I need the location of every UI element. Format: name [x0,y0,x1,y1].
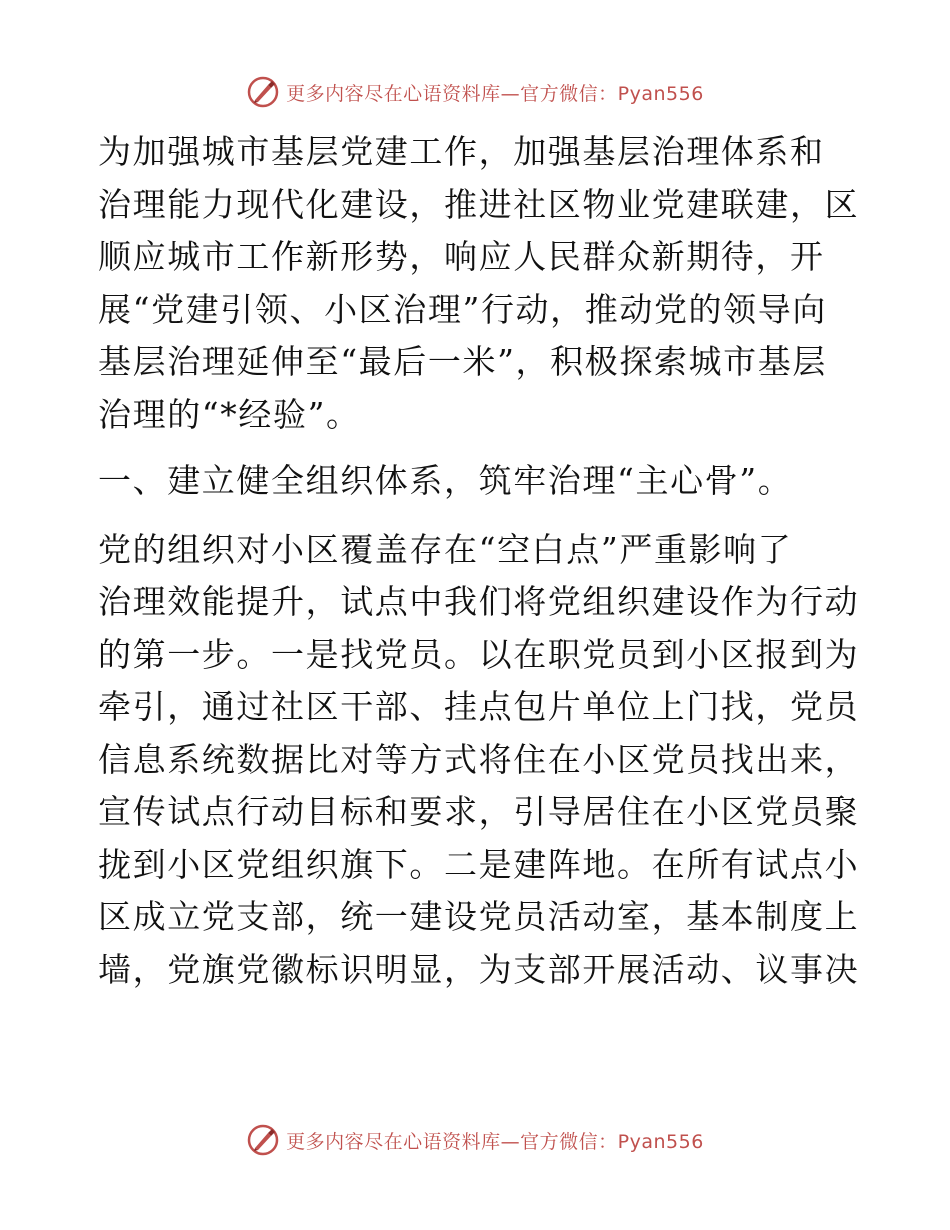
text-line: 基层治理延伸至“最后一米”，积极探索城市基层 [98,342,827,381]
text-line: 墙，党旗党徽标识明显，为支部开展活动、议事决 [98,949,860,989]
text-line: 区成立党支部，统一建设党员活动室，基本制度上 [98,897,860,936]
text-line: 治理的“*经验”。 [98,394,361,434]
footer-watermark [0,1120,950,1160]
section-heading [98,455,858,508]
heading-line: 一、建立健全组织体系，筑牢治理“主心骨”。 [98,461,793,500]
text-line: 治理效能提升，试点中我们将党组织建设作为行动 [98,582,860,621]
text-line: 党的组织对小区覆盖存在“空白点”严重影响了 [98,529,793,569]
text-line: 的第一步。一是找党员。以在职党员到小区报到为 [98,634,860,674]
text-line: 宣传试点行动目标和要求，引导居住在小区党员聚 [98,792,860,831]
text-line: 信息系统数据比对等方式将住在小区党员找出来， [98,739,860,779]
paragraph-body [98,524,858,997]
watermark-text: 更多内容尽在心语资料库—官方微信：Pyan556 [286,82,704,105]
watermark-text: 更多内容尽在心语资料库—官方微信：Pyan556 [286,1130,704,1153]
header-watermark [0,72,950,112]
paragraph-intro [98,126,858,441]
text-line: 顺应城市工作新形势，响应人民群众新期待，开 [98,237,825,276]
pen-circle-logo-icon [246,1123,280,1157]
text-line: 拢到小区党组织旗下。二是建阵地。在所有试点小 [98,844,860,884]
text-line: 治理能力现代化建设，推进社区物业党建联建，区 [98,184,860,224]
text-line: 为加强城市基层党建工作，加强基层治理体系和 [98,132,825,171]
text-line: 展“党建引领、小区治理”行动，推动党的领导向 [98,289,827,329]
document-body [98,126,858,996]
text-line: 牵引，通过社区干部、挂点包片单位上门找，党员 [98,687,860,726]
pen-circle-logo-icon [246,75,280,109]
